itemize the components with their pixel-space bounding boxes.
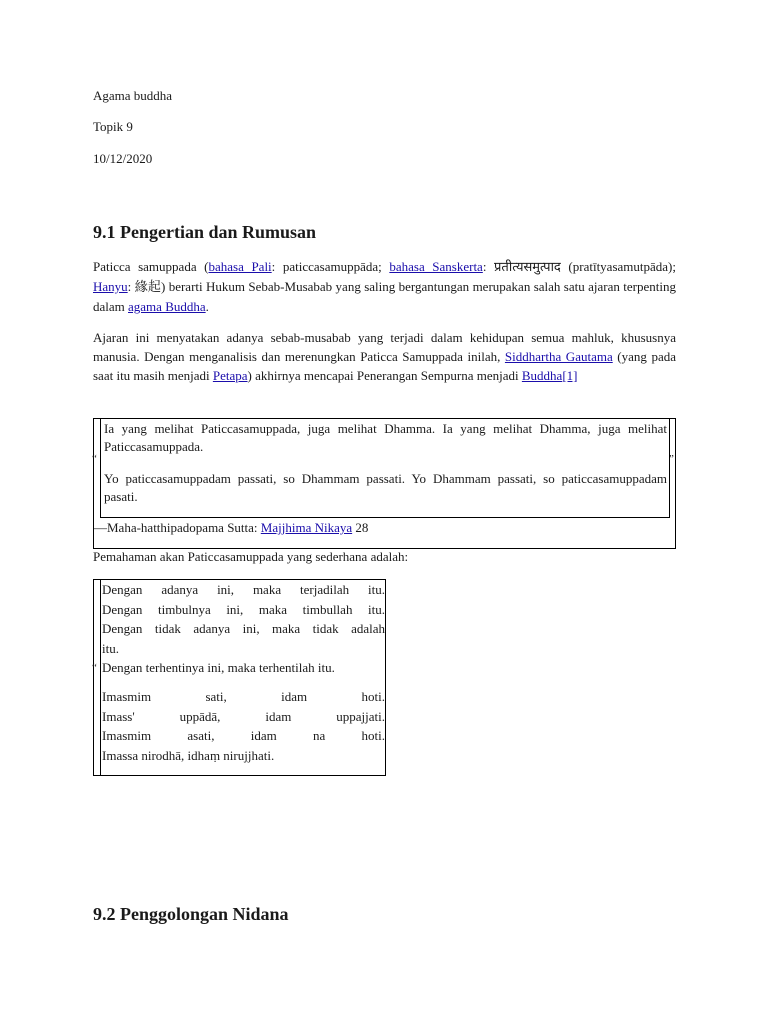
- link-hanyu[interactable]: Hanyu: [93, 279, 128, 294]
- link-agama-buddha[interactable]: agama Buddha: [128, 299, 206, 314]
- document-date: 10/12/2020: [93, 151, 153, 166]
- document-topic: Topik 9: [93, 119, 133, 134]
- formula-line: Dengan timbulnya ini, maka timbullah itu.: [102, 601, 385, 617]
- section-heading-2: 9.2 Penggolongan Nidana: [93, 904, 289, 924]
- open-quote-mark: “: [92, 662, 97, 674]
- link-majjhima-nikaya[interactable]: Majjhima Nikaya: [260, 520, 353, 535]
- section-heading-1: 9.1 Pengertian dan Rumusan: [93, 222, 317, 242]
- blockquote-formula: [93, 579, 386, 776]
- chinese-term: 緣起: [134, 280, 161, 295]
- link-bahasa-sanskerta[interactable]: bahasa Sanskerta: [389, 259, 483, 274]
- link-siddhartha-gautama[interactable]: Siddhartha Gautama: [504, 349, 613, 364]
- link-reference-1[interactable]: [1]: [562, 368, 578, 383]
- formula-line: Imassa nirodhā, idhaṃ nirujjhati.: [102, 747, 275, 763]
- quote-content: [100, 419, 670, 518]
- close-quote-mark: ”: [669, 453, 674, 465]
- formula-line: Imass' uppādā, idam uppajjati.: [102, 708, 385, 724]
- quote-text-pali: Yo paticcasamuppadam passati, so Dhammam passati. Yo Dhammam passati, so paticcasamuppadam pasati.: [104, 471, 667, 504]
- formula-line: Dengan terhentinya ini, maka terhentilah itu.: [102, 660, 335, 675]
- formula-content: [100, 580, 386, 775]
- link-buddha[interactable]: Buddha: [521, 368, 563, 383]
- document-subject: Agama buddha: [93, 88, 173, 103]
- blockquote-sutta: [93, 418, 676, 549]
- devanagari-term: प्रतीत्यसमुत्पाद: [494, 260, 561, 275]
- paragraph-understanding-intro: Pemahaman akan Paticcasamuppada yang sederhana adalah:: [93, 549, 409, 564]
- quote-text-indonesian: Ia yang melihat Paticcasamuppada, juga melihat Dhamma. Ia yang melihat Dhamma, juga melihat Paticcasamuppada.: [104, 421, 667, 454]
- quote-attribution: —Maha-hatthipadopama Sutta: Majjhima Nikaya 28: [94, 520, 369, 535]
- open-quote-mark: “: [92, 453, 97, 465]
- formula-line: Imasmim asati, idam na hoti.: [102, 728, 385, 743]
- formula-line: itu.: [102, 640, 119, 656]
- formula-indonesian: [102, 580, 385, 678]
- link-bahasa-pali[interactable]: bahasa Pali: [208, 259, 272, 274]
- formula-line: Imasmim sati, idam hoti.: [102, 689, 385, 704]
- paragraph-definition: Paticca samuppada (bahasa Pali: paticcasamuppāda; bahasa Sanskerta: प्रतीत्यसमुत्पाद (pratītyasamutpāda); Hanyu: 緣起) berarti Hukum Sebab-Musabab yang saling bergantungan merupakan salah satu ajaran terpenting dalam agama Buddha.: [93, 259, 676, 314]
- paragraph-teaching: Ajaran ini menyatakan adanya sebab-musabab yang terjadi dalam kehidupan semua mahluk, khususnya manusia. Dengan menganalisis dan merenungkan Paticca Samuppada inilah, Siddhartha Gautama (yang pada saat itu masih menjadi Petapa) akhirnya mencapai Penerangan Sempurna menjadi Buddha[1]: [93, 330, 676, 383]
- formula-line: Dengan tidak adanya ini, maka tidak adalah: [102, 621, 385, 636]
- formula-line: Dengan adanya ini, maka terjadilah itu.: [102, 582, 385, 597]
- formula-pali: [102, 687, 385, 765]
- link-petapa[interactable]: Petapa: [212, 368, 248, 383]
